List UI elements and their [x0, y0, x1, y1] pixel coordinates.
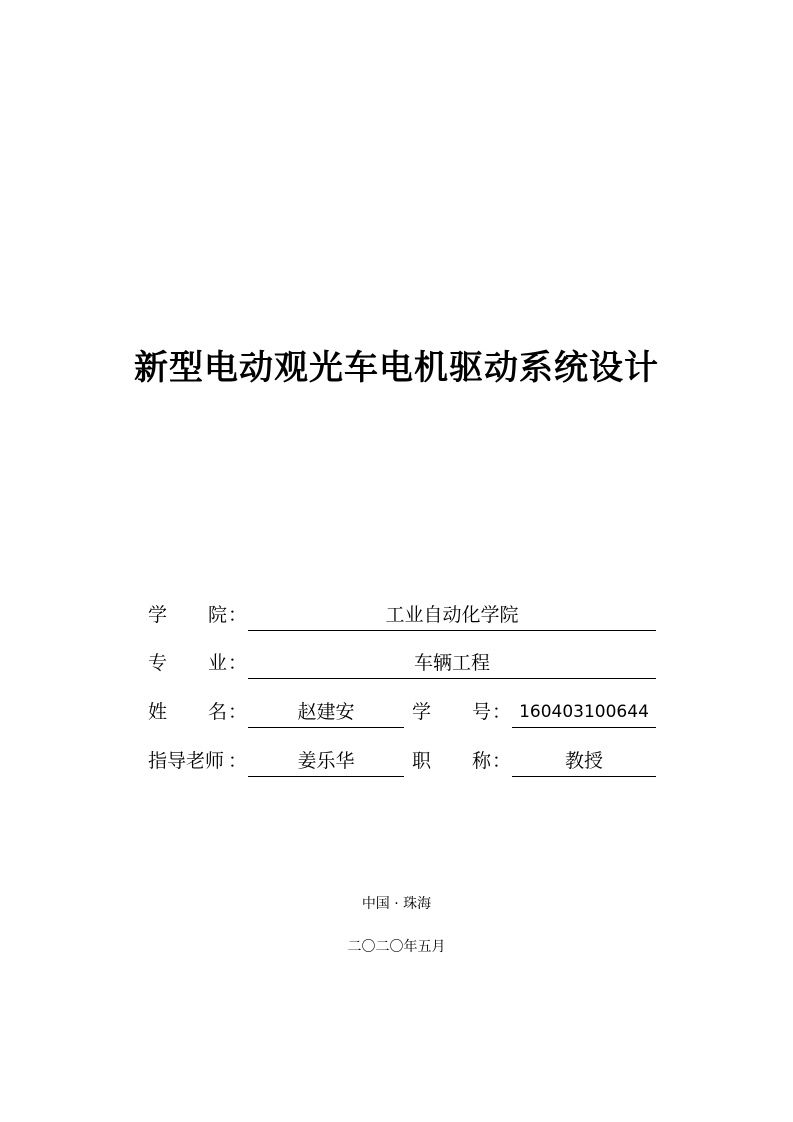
college-colon: ： [228, 604, 248, 626]
major-label-char-1: 专 [148, 652, 168, 674]
major-value: 车辆工程 [248, 648, 656, 679]
college-value: 工业自动化学院 [248, 600, 656, 631]
student-id-label-char-2: 号 [472, 701, 492, 723]
info-row-name-id [148, 697, 658, 727]
date-text: 二〇二〇年五月 [347, 939, 446, 955]
student-id-colon: ： [492, 701, 512, 723]
advisor-label: 指导老师 [148, 750, 225, 772]
major-label-char-2: 业 [208, 652, 228, 674]
name-label-char-1: 姓 [148, 701, 168, 723]
info-row-college [148, 600, 658, 630]
location-text: 中国 · 珠海 [361, 896, 432, 912]
advisor-colon: ： [228, 750, 248, 772]
thesis-title: 新型电动观光车电机驱动系统设计 [134, 348, 659, 388]
college-label-char-2: 院 [208, 604, 228, 626]
college-label-char-1: 学 [148, 604, 168, 626]
advisor-value: 姜乐华 [248, 746, 404, 777]
name-label-char-2: 名 [208, 701, 228, 723]
major-colon: ： [228, 652, 248, 674]
student-id-value: 160403100644 [512, 697, 656, 728]
name-colon: ： [228, 701, 248, 723]
info-row-major [148, 648, 658, 678]
advisor-title-label-char-2: 称 [472, 750, 492, 772]
advisor-title-colon: ： [492, 750, 512, 772]
info-row-advisor [148, 746, 658, 776]
advisor-title-value: 教授 [512, 746, 656, 777]
name-value: 赵建安 [248, 697, 404, 728]
advisor-title-label-char-1: 职 [412, 750, 432, 772]
student-id-label-char-1: 学 [412, 701, 432, 723]
